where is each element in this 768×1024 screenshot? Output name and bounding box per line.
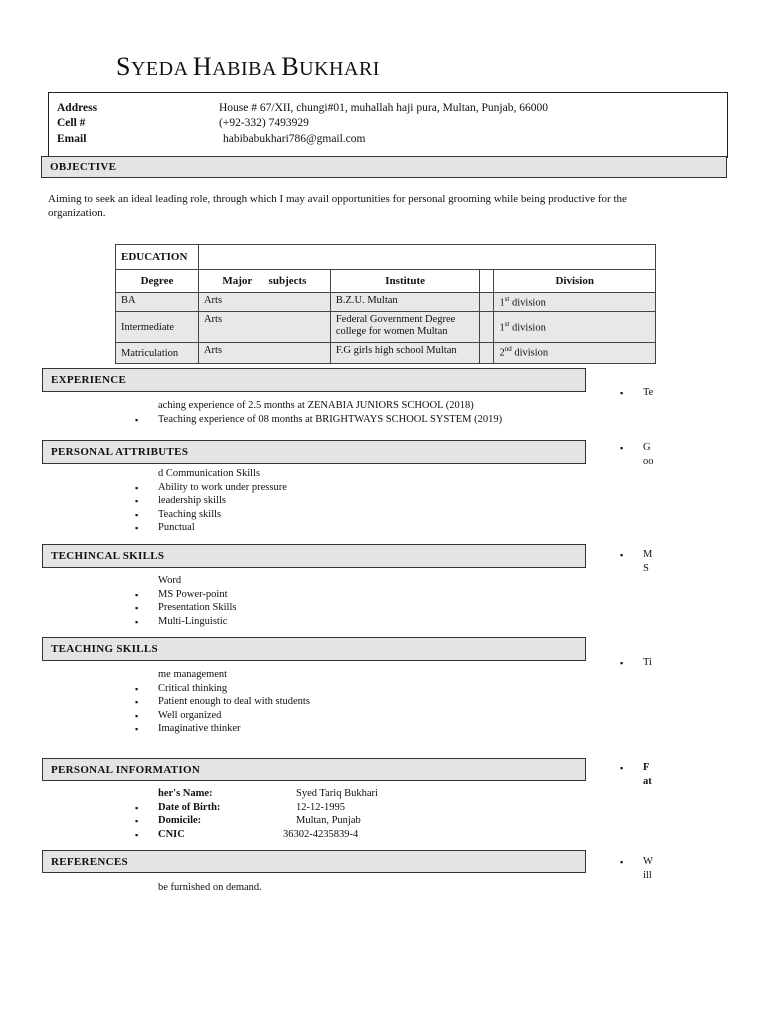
info-label: her's Name: bbox=[158, 788, 213, 799]
info-value: 36302-4235839-4 bbox=[283, 829, 359, 840]
col-division: Division bbox=[494, 270, 656, 293]
list-item: Well organized bbox=[158, 710, 222, 721]
side-fragment: oo bbox=[643, 456, 654, 467]
bullet: ▪ bbox=[135, 590, 139, 600]
list-item: Multi-Linguistic bbox=[158, 616, 228, 627]
info-label: CNIC bbox=[158, 829, 185, 840]
side-fragment: W bbox=[643, 856, 653, 867]
objective-line1: Aiming to seek an ideal leading role, through which I may avail opportunities for personal grooming while being productive for the bbox=[48, 193, 627, 205]
address-value: House # 67/XII, chungi#01, muhallah haji pura, Multan, Punjab, 66000 bbox=[219, 102, 548, 114]
bullet: ▪ bbox=[135, 617, 139, 627]
references-heading: REFERENCES bbox=[42, 850, 586, 873]
col-spacer bbox=[480, 270, 494, 293]
bullet: ▪ bbox=[135, 603, 139, 613]
name-part: SYEDA bbox=[116, 52, 193, 81]
side-fragment: F bbox=[643, 762, 650, 773]
education-heading: EDUCATION bbox=[116, 245, 199, 270]
email-value: habibabukhari786@gmail.com bbox=[223, 133, 366, 145]
list-item: Punctual bbox=[158, 522, 195, 533]
bullet: ▪ bbox=[135, 510, 139, 520]
teaching-heading: TEACHING SKILLS bbox=[42, 637, 586, 661]
name-part: HABIBA bbox=[192, 52, 282, 81]
list-item: d Communication Skills bbox=[158, 468, 261, 479]
side-fragment: M bbox=[643, 549, 653, 560]
side-fragment: Te bbox=[643, 387, 654, 398]
col-institute: Institute bbox=[330, 270, 480, 293]
side-fragment: S bbox=[643, 563, 649, 574]
table-row bbox=[116, 312, 656, 343]
list-item: Teaching skills bbox=[158, 509, 222, 520]
technical-heading: TECHINCAL SKILLS bbox=[42, 544, 586, 568]
education-table bbox=[115, 244, 656, 364]
side-bullet: ▪ bbox=[620, 763, 624, 773]
bullet: ▪ bbox=[135, 803, 139, 813]
table-row bbox=[116, 343, 656, 364]
list-item: Presentation Skills bbox=[158, 602, 237, 613]
cell-institute: B.Z.U. Multan bbox=[330, 293, 480, 312]
address-label: Address bbox=[57, 102, 98, 114]
bullet: ▪ bbox=[135, 711, 139, 721]
email-label: Email bbox=[57, 133, 87, 145]
page-title bbox=[116, 52, 380, 82]
bullet: ▪ bbox=[135, 816, 139, 826]
cell-value: (+92-332) 7493929 bbox=[219, 117, 309, 129]
attributes-heading: PERSONAL ATTRIBUTES bbox=[42, 440, 586, 464]
objective-heading: OBJECTIVE bbox=[41, 156, 727, 178]
bullet: ▪ bbox=[135, 483, 139, 493]
list-item: leadership skills bbox=[158, 495, 226, 506]
bullet: ▪ bbox=[135, 724, 139, 734]
cell-spacer bbox=[480, 343, 494, 364]
bullet: ▪ bbox=[135, 830, 139, 840]
cell-spacer bbox=[480, 293, 494, 312]
cell-degree: Intermediate bbox=[116, 312, 199, 343]
side-bullet: ▪ bbox=[620, 443, 624, 453]
bullet: ▪ bbox=[135, 684, 139, 694]
education-heading-blank bbox=[198, 245, 655, 270]
list-item: Imaginative thinker bbox=[158, 723, 241, 734]
side-bullet: ▪ bbox=[620, 550, 624, 560]
side-bullet: ▪ bbox=[620, 658, 624, 668]
list-item: Patient enough to deal with students bbox=[158, 696, 310, 707]
cell-division: 1st division bbox=[494, 293, 656, 312]
cell-major: Arts bbox=[198, 293, 330, 312]
col-degree: Degree bbox=[116, 270, 199, 293]
info-label: Domicile: bbox=[158, 815, 202, 826]
bullet: ▪ bbox=[135, 496, 139, 506]
side-fragment: G bbox=[643, 442, 651, 453]
info-value: 12-12-1995 bbox=[296, 802, 345, 813]
experience-heading: EXPERIENCE bbox=[42, 368, 586, 392]
cell-division: 2nd division bbox=[494, 343, 656, 364]
cell-institute: Federal Government Degree college for women Multan bbox=[330, 312, 480, 343]
side-fragment: Ti bbox=[643, 657, 652, 668]
cell-institute: F.G girls high school Multan bbox=[330, 343, 480, 364]
side-bullet: ▪ bbox=[620, 857, 624, 867]
side-bullet: ▪ bbox=[620, 388, 624, 398]
info-value: Multan, Punjab bbox=[296, 815, 361, 826]
col-major: Major subjects bbox=[198, 270, 330, 293]
list-item: aching experience of 2.5 months at ZENABIA JUNIORS SCHOOL (2018) bbox=[158, 400, 474, 411]
cell-degree: BA bbox=[116, 293, 199, 312]
bullet: ▪ bbox=[135, 697, 139, 707]
bullet: ▪ bbox=[135, 523, 139, 533]
cell-division: 1st division bbox=[494, 312, 656, 343]
cell-major: Arts bbox=[198, 312, 330, 343]
cell-label: Cell # bbox=[57, 117, 86, 129]
cell-spacer bbox=[480, 312, 494, 343]
table-row bbox=[116, 293, 656, 312]
personal-heading: PERSONAL INFORMATION bbox=[42, 758, 586, 781]
list-item: me management bbox=[158, 669, 228, 680]
list-item: Ability to work under pressure bbox=[158, 482, 287, 493]
objective-line2: organization. bbox=[48, 207, 106, 219]
cell-degree: Matriculation bbox=[116, 343, 199, 364]
list-item: Teaching experience of 08 months at BRIGHTWAYS SCHOOL SYSTEM (2019) bbox=[158, 414, 503, 425]
name-part: BUKHARI bbox=[281, 52, 380, 81]
info-label: Date of Birth: bbox=[158, 802, 221, 813]
side-fragment: ill bbox=[643, 870, 652, 881]
list-item: be furnished on demand. bbox=[158, 882, 262, 893]
side-fragment: at bbox=[643, 776, 652, 787]
bullet: ▪ bbox=[135, 415, 139, 425]
list-item: Critical thinking bbox=[158, 683, 228, 694]
list-item: Word bbox=[158, 575, 182, 586]
cell-major: Arts bbox=[198, 343, 330, 364]
list-item: MS Power-point bbox=[158, 589, 228, 600]
info-value: Syed Tariq Bukhari bbox=[296, 788, 378, 799]
